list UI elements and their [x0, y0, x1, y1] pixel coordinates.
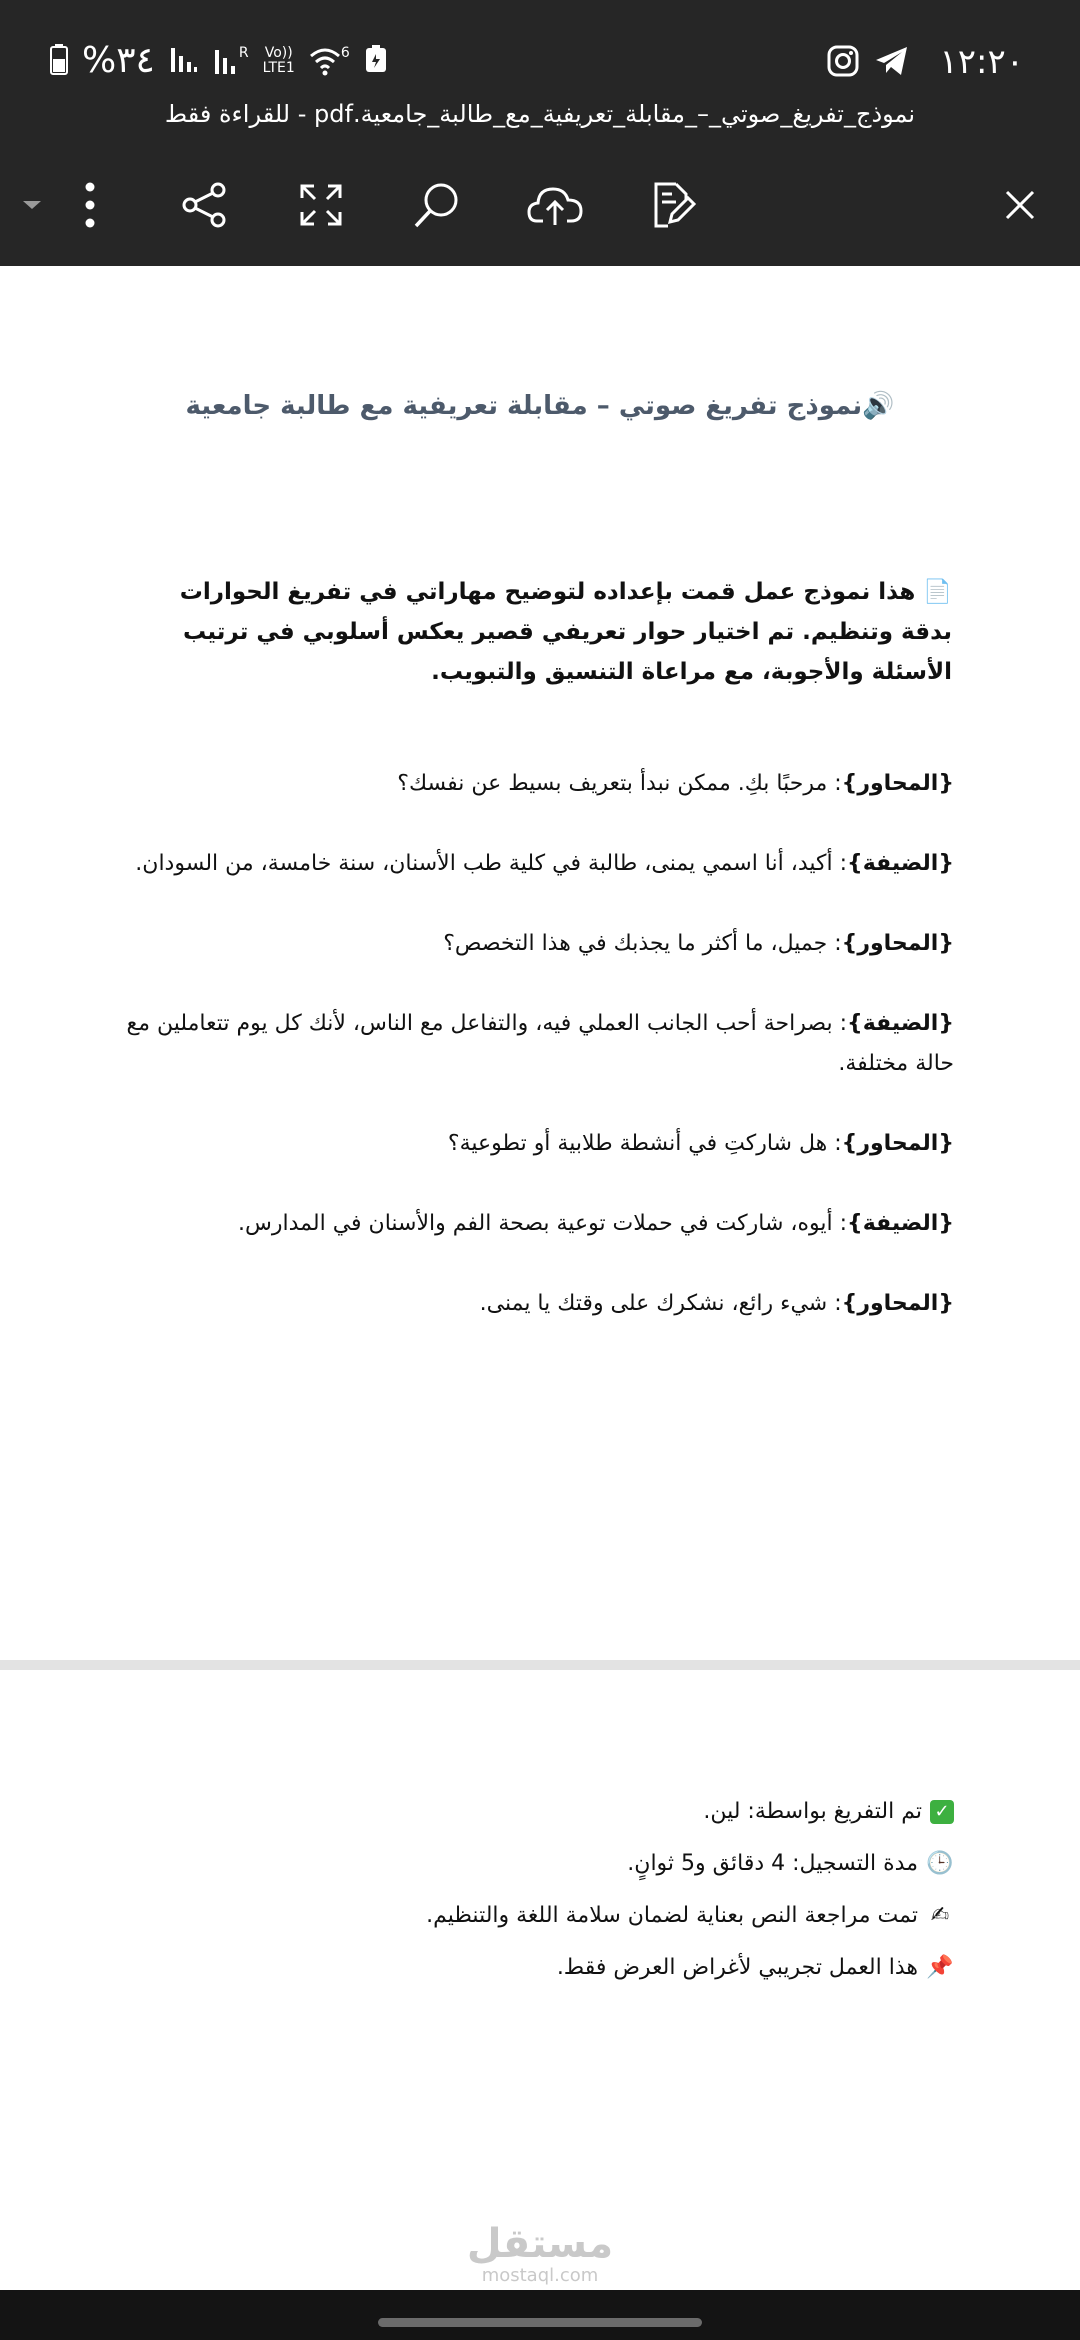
share-icon: [180, 180, 230, 230]
note-text: مدة التسجيل: 4 دقائق و5 ثوانٍ.: [627, 1851, 918, 1876]
more-icon: [80, 180, 100, 230]
roaming-label: R: [238, 44, 249, 61]
dialog-text: : هل شاركتِ في أنشطة طلابية أو تطوعية؟: [447, 1131, 842, 1156]
speaker-label: {الضيفة}: [847, 1011, 954, 1036]
page-divider: [0, 1660, 1080, 1670]
status-time: ١٢:٢٠: [939, 42, 1024, 82]
note-item: [122, 1942, 954, 1994]
viewer-top-bar: [0, 0, 1080, 266]
document-intro: 📄 هذا نموذج عمل قمت بإعداده لتوضيح مهاراتي في تفريغ الحوارات بدقة وتنظيم. تم اختيار حوار تعريفي قصير يعكس أسلوبي في ترتيب الأسئلة والأجوبة، مع مراعاة التنسيق والتبويب.: [179, 579, 952, 685]
dialog-text: : بصراحة أحب الجانب العملي فيه، والتفاعل مع الناس، لأنك كل يوم تتعاملين مع حالة مختلفة.: [126, 1011, 954, 1076]
network-type-label: [263, 46, 295, 76]
dialog-line: [122, 924, 954, 964]
writing-hand-icon: ✍: [930, 1903, 950, 1928]
document-title: 🔊نموذج تفريغ صوتي – مقابلة تعريفية مع طالبة جامعية: [185, 391, 895, 421]
pdf-page-2[interactable]: [0, 1670, 1080, 2290]
search-icon: [412, 180, 462, 230]
lte-label: LTE1: [262, 59, 295, 76]
note-text: هذا العمل تجريبي لأغراض العرض فقط.: [556, 1955, 918, 1980]
dialog-text: : أكيد، أنا اسمي يمنى، طالبة في كلية طب الأسنان، سنة خامسة، من السودان.: [135, 851, 848, 876]
file-title: نموذج_تفريغ_صوتي_–_مقابلة_تعريفية_مع_طالبة_جامعية.pdf - للقراءة فقط: [164, 100, 916, 128]
edit-button[interactable]: [638, 170, 708, 240]
speaker-label: {المحاور}: [841, 931, 954, 956]
dialog-text: : شيء رائع، نشكرك على وقتك يا يمنى.: [479, 1291, 842, 1316]
roaming-signal-icon: [213, 46, 249, 76]
cloud-upload-button[interactable]: [520, 170, 590, 240]
note-item: [122, 1890, 954, 1942]
triangle-down-icon: [21, 198, 43, 212]
dialog-text: : مرحبًا بكِ. ممكن نبدأ بتعريف بسيط عن نفسك؟: [397, 771, 842, 796]
cloud-upload-icon: [527, 183, 583, 227]
wifi-label: 6: [340, 44, 350, 61]
dialog-text: : جميل، ما أكثر ما يجذبك في هذا التخصص؟: [443, 931, 842, 956]
dialog-line: [122, 1284, 954, 1324]
dialog-line: [122, 1204, 954, 1244]
dialog-text: : أيوه، شاركت في حملات توعية بصحة الفم والأسنان في المدارس.: [238, 1211, 848, 1236]
mostaql-watermark: [0, 2222, 1080, 2286]
speaker-label: {المحاور}: [841, 1291, 954, 1316]
battery-icon: [50, 43, 68, 79]
search-button[interactable]: [402, 170, 472, 240]
note-item: [122, 1838, 954, 1890]
viewer-toolbar: [0, 170, 1080, 240]
speaker-label: {المحاور}: [841, 771, 954, 796]
speaker-label: {الضيفة}: [847, 851, 954, 876]
watermark-latin: mostaql.com: [481, 2265, 599, 2286]
wifi-icon: [309, 46, 350, 76]
instagram-icon: [826, 44, 860, 82]
dialog-line: [122, 1004, 954, 1084]
close-icon: [1003, 188, 1037, 222]
share-button[interactable]: [170, 170, 240, 240]
status-right-icons: [826, 44, 910, 82]
dialog-list: [122, 764, 954, 1364]
status-bar: [0, 30, 1080, 100]
system-nav-bar: [0, 2290, 1080, 2340]
clock-icon: 🕒: [926, 1851, 954, 1876]
notes-list: [122, 1786, 954, 1994]
signal-icon: [169, 44, 199, 78]
note-text: تم التفريغ بواسطة: لين.: [703, 1799, 922, 1824]
volte-label: Vo)): [264, 44, 293, 61]
data-saver-icon: [364, 44, 388, 78]
battery-percent: %٣٤: [82, 40, 155, 81]
dialog-line: [122, 844, 954, 884]
pdf-page-1[interactable]: [0, 266, 1080, 1660]
note-text: تمت مراجعة النص بعناية لضمان سلامة اللغة والتنظيم.: [426, 1903, 918, 1928]
check-icon: ✓: [930, 1800, 954, 1824]
dialog-line: [122, 764, 954, 804]
fullscreen-icon: [298, 182, 344, 228]
fullscreen-button[interactable]: [286, 170, 356, 240]
more-options-button[interactable]: [55, 170, 125, 240]
telegram-icon: [874, 44, 910, 82]
close-button[interactable]: [985, 170, 1055, 240]
note-item: [122, 1786, 954, 1838]
speaker-label: {الضيفة}: [847, 1211, 954, 1236]
edit-icon: [648, 180, 698, 230]
pushpin-icon: 📌: [926, 1955, 954, 1980]
dialog-line: [122, 1124, 954, 1164]
expand-button[interactable]: [12, 170, 52, 240]
speaker-label: {المحاور}: [841, 1131, 954, 1156]
status-left-icons: [50, 40, 388, 81]
home-gesture-pill[interactable]: [378, 2318, 702, 2327]
watermark-arabic: مستقل: [466, 2221, 614, 2267]
